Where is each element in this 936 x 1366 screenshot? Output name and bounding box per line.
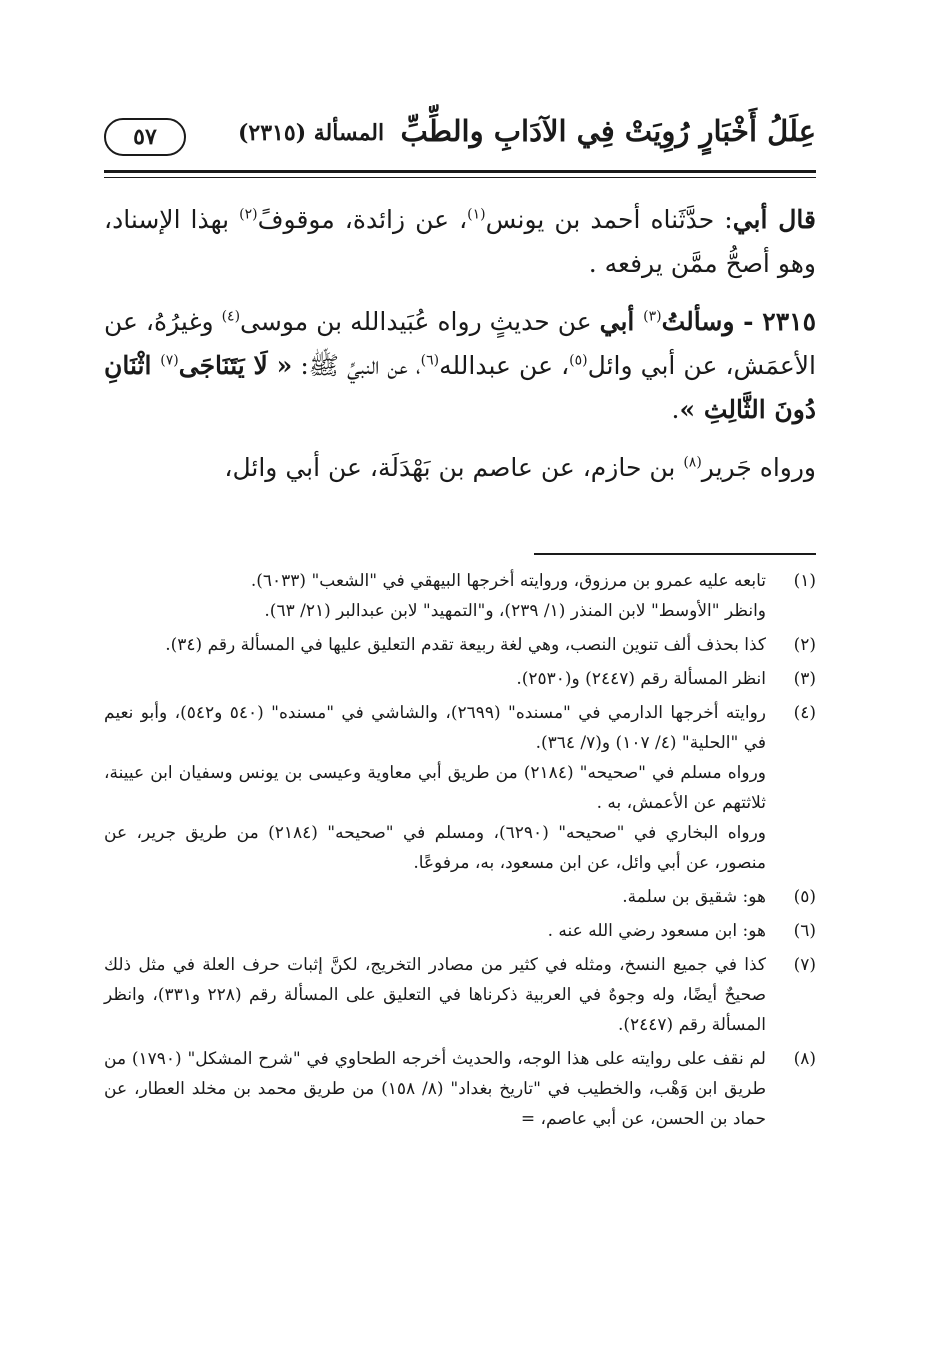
- footnote-body: [104, 664, 766, 694]
- footnote-line: ورواه البخاري في "صحيحه" (٦٢٩٠)، ومسلم في "صحيحه" (٢١٨٤) من طريق جرير، عن منصور، عن أبي وائل، عن ابن مسعود، به، مرفوعًا.: [104, 823, 766, 873]
- footnote-line: تابعه عليه عمرو بن مرزوق، وروايته أخرجها البيهقي في "الشعب" (٦٠٣٣).: [250, 571, 766, 591]
- footnote: [104, 566, 816, 626]
- footnote-ref-5: (٥): [569, 352, 588, 369]
- footnote-ref-6: (٦): [420, 352, 440, 369]
- footnote-body: [104, 1044, 766, 1134]
- text: ، عن زائدة، موقوفً: [257, 205, 468, 234]
- page-number-badge: [104, 118, 186, 156]
- footnote-body: [104, 916, 766, 946]
- footnote-body: [104, 566, 766, 626]
- footnote: [104, 698, 816, 878]
- speaker-label: قال أبي: [732, 205, 816, 234]
- footnote-number: (٢): [793, 635, 816, 655]
- footnote-line: انظر المسألة رقم (٢٤٤٧) و(٢٥٣٠).: [516, 669, 766, 689]
- footnote-body: [104, 698, 766, 878]
- footnote-line: هو: ابن مسعود رضي الله عنه .: [547, 921, 766, 941]
- issue-label: المسألة (٢٣١٥): [238, 120, 385, 146]
- footnote-line: ورواه مسلم في "صحيحه" (٢١٨٤) من طريق أبي معاوية وعيسى بن يونس وسفيان ابن عيينة، ثلاثتهم عن الأعمش، به .: [104, 763, 767, 813]
- footnote-body: [104, 630, 766, 660]
- text: ، عن النبيِّ ﷺ:: [292, 351, 421, 380]
- book-title: عِلَلُ أَخْبَارٍ رُوِيَتْ فِي الآدَابِ والطِّبِّ: [400, 114, 816, 148]
- text: بهذا الإسناد، وهو أصحُّ ممَّن يرفعه .: [104, 205, 816, 278]
- text: : حدَّثَناه أحمد بن يونس: [485, 205, 733, 234]
- text: ورواه جَرير: [701, 453, 816, 482]
- footnote-number: (٣): [793, 669, 816, 689]
- paragraph-3: [104, 446, 816, 490]
- footnote: [104, 1044, 816, 1134]
- text: بن حازم، عن عاصم بن بَهْدَلَة، عن أبي وائل،: [224, 453, 684, 482]
- footnote-number: (٥): [793, 887, 816, 907]
- footnote: [104, 630, 816, 660]
- footnote-ref-3: (٣): [643, 308, 662, 325]
- hadith-quote: « لَا يَتَنَاجَى: [178, 351, 293, 380]
- text: عن حديثٍ رواه عُبَيدالله بن موسى: [240, 307, 600, 336]
- footnote: [104, 882, 816, 912]
- text: ، عن عبدالله: [439, 351, 570, 380]
- text: .: [671, 395, 680, 424]
- footnote-ref-2: (٢): [239, 206, 258, 223]
- main-text: [104, 198, 816, 490]
- page-number: ٥٧: [133, 124, 157, 150]
- text: -: [734, 307, 763, 336]
- footnote-ref-4: (٤): [221, 308, 241, 325]
- footnote-ref-7: (٧): [160, 352, 179, 369]
- issue-number: ٢٣١٥: [762, 307, 816, 336]
- paragraph-2: [104, 300, 816, 432]
- footnote-line: وانظر "الأوسط" لابن المنذر (١/ ٢٣٩)، و"التمهيد" لابن عبدالبر (٢١/ ٦٣).: [264, 601, 766, 621]
- footnotes: [104, 566, 816, 1138]
- footnote-line: كذا بحذف ألف تنوين النصب، وهي لغة ربيعة تقدم التعليق عليها في المسألة رقم (٣٤).: [165, 635, 766, 655]
- header-rule-thin: [104, 177, 816, 178]
- footnote-number: (٤): [793, 703, 816, 723]
- footnote-number: (٦): [793, 921, 816, 941]
- footnote: [104, 916, 816, 946]
- paragraph-1: [104, 198, 816, 286]
- text: أبي: [599, 307, 644, 336]
- footnote-line: كذا في جميع النسخ، ومثله في كثير من مصادر التخريج، لكنَّ إثبات حرف العلة في مثل ذلك صحيحٌ أيضًا، وله وجوهٌ في العربية ذكرناها في التعليق على المسألة رقم (٢٢٨ و٣٣١)، وانظر المسألة رقم (٢٤٤٧).: [104, 955, 766, 1035]
- header-rule-thick: [104, 170, 816, 173]
- footnote-separator: [534, 553, 816, 555]
- footnote-ref-8: (٨): [683, 454, 702, 471]
- footnote: [104, 664, 816, 694]
- footnote-number: (٧): [793, 955, 816, 975]
- footnote-number: (١): [793, 571, 816, 591]
- question-lead: وسألتُ: [661, 307, 735, 336]
- footnote-line: روايته أخرجها الدارمي في "مسنده" (٢٦٩٩)، والشاشي في "مسنده" (٥٤٠ و٥٤٢)، وأبو نعيم في "الحلية" (٤/ ١٠٧) و(٧/ ٣٦٤).: [104, 703, 766, 753]
- text: وغيرُهُ، عن الأعمَش، عن أبي وائل: [104, 307, 816, 380]
- page-header: [104, 108, 816, 164]
- footnote-line: لم نقف على روايته على هذا الوجه، والحديث أخرجه الطحاوي في "شرح المشكل" (١٧٩٠) من طريق ابن وَهْب، والخطيب في "تاريخ بغداد" (٨/ ١٥٨) من طريق محمد بن مخلد العطار، عن حماد بن الحسن، عن أبي عاصم، =: [104, 1049, 766, 1129]
- footnote-body: [104, 882, 766, 912]
- footnote-number: (٨): [793, 1049, 816, 1069]
- hadith-quote: اثْنَانِ دُونَ الثَّالِثِ »: [104, 351, 816, 424]
- footnote-ref-1: (١): [467, 206, 486, 223]
- footnote: [104, 950, 816, 1040]
- footnote-line: هو: شقيق بن سلمة.: [622, 887, 766, 907]
- footnote-body: [104, 950, 766, 1040]
